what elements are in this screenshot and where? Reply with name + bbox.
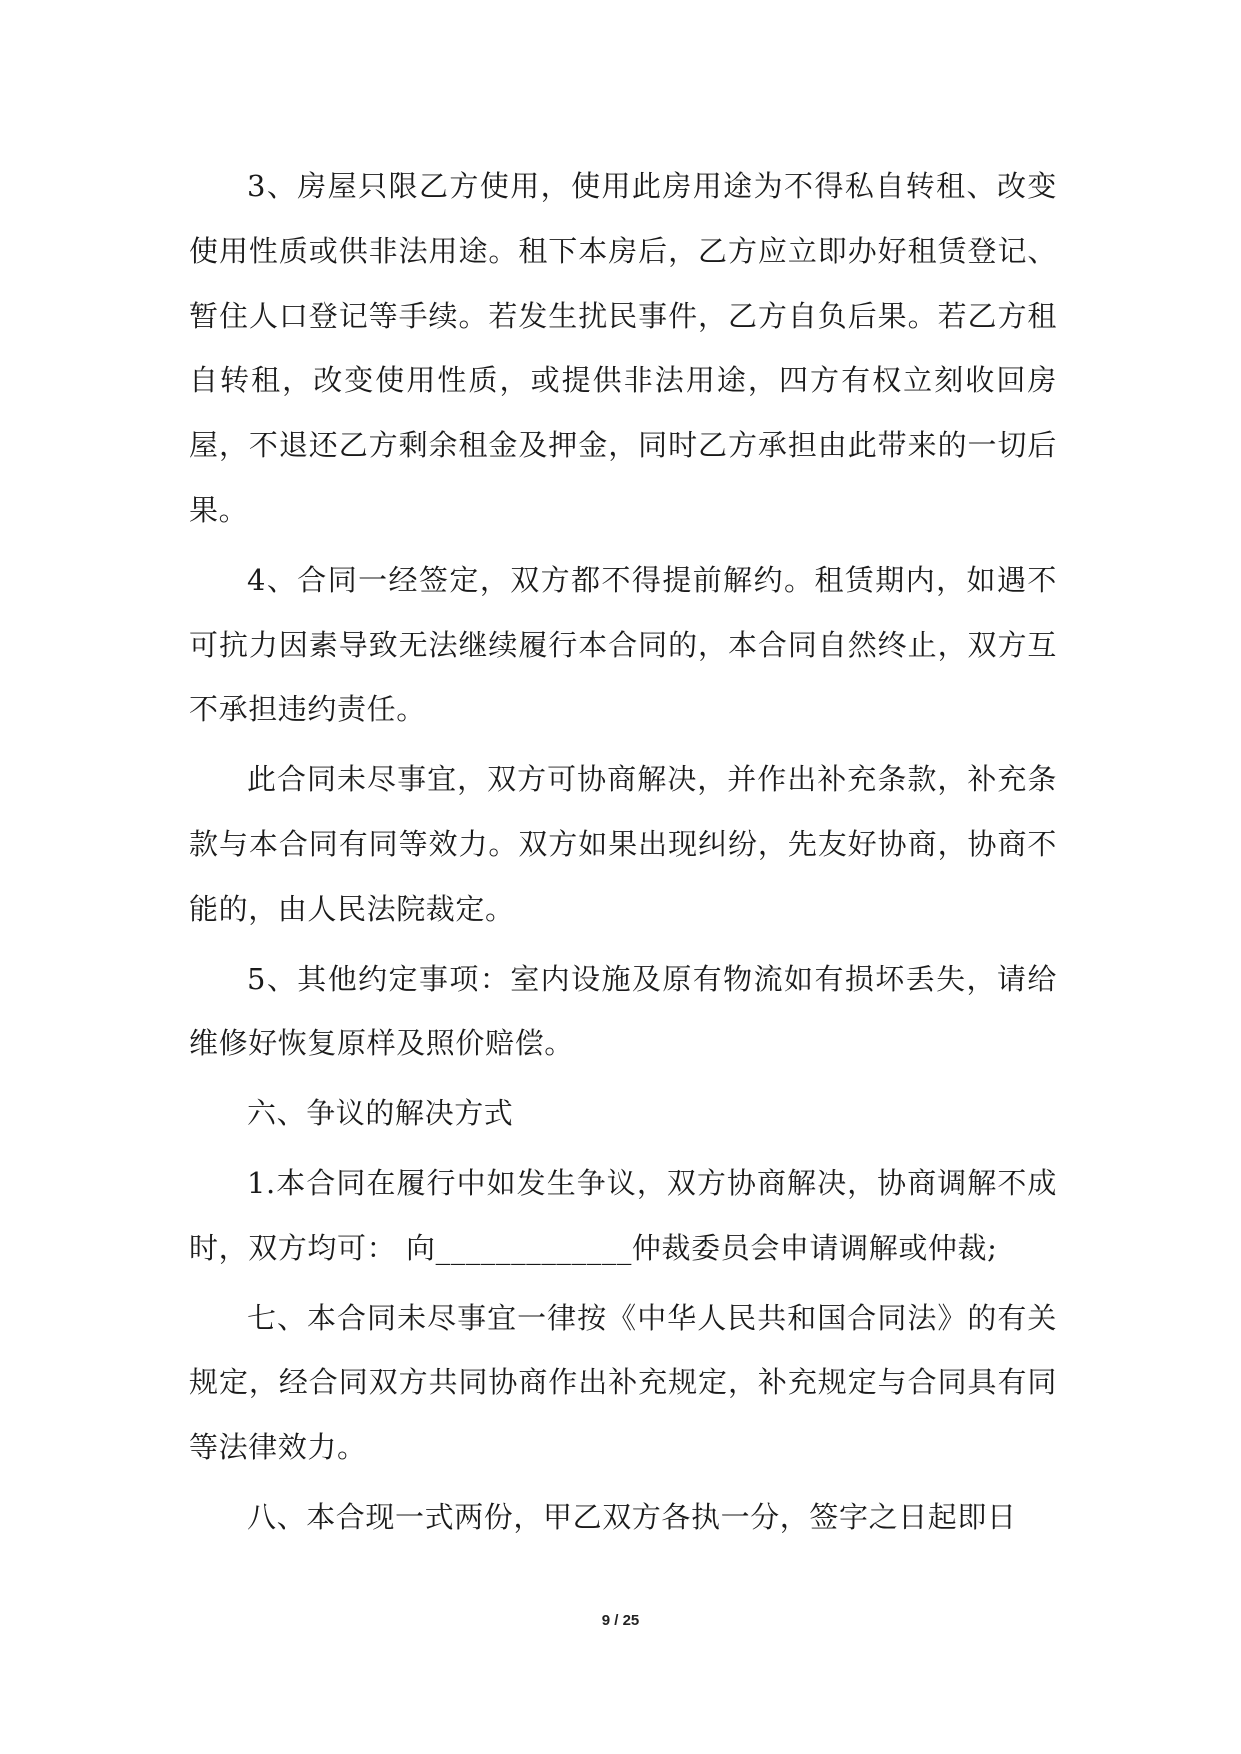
document-body — [189, 154, 1057, 1555]
supplementary-terms-paragraph: 此合同未尽事宜，双方可协商解决，并作出补充条款，补充条款与本合同有同等效力。双方如果出现纠纷，先友好协商，协商不能的，由人民法院裁定。 — [189, 762, 1057, 926]
section-8-paragraph: 八、本合现一式两份，甲乙双方各执一分，签字之日起即日 — [247, 1499, 1017, 1534]
dispute-resolution-paragraph: 1.本合同在履行中如发生争议，双方协商解决，协商调解不成时，双方均可： 向_____________仲裁委员会申请调解或仲裁; — [189, 1165, 1057, 1265]
section-6-heading: 六、争议的解决方式 — [247, 1096, 514, 1131]
clause-5-paragraph: 5、其他约定事项：室内设施及原有物流如有损坏丢失，请给维修好恢复原样及照价赔偿。 — [189, 961, 1057, 1061]
clause-4-paragraph: 4、合同一经签定，双方都不得提前解约。租赁期内，如遇不可抗力因素导致无法继续履行本合同的，本合同自然终止，双方互不承担违约责任。 — [189, 562, 1057, 727]
clause-3-paragraph: 3、房屋只限乙方使用，使用此房用途为不得私自转租、改变使用性质或供非法用途。租下本房后，乙方应立即办好租赁登记、暂住人口登记等手续。若发生扰民事件，乙方自负后果。若乙方租自转租，改变使用性质，或提供非法用途，四方有权立刻收回房屋，不退还乙方剩余租金及押金，同时乙方承担由此带来的一切后果。 — [189, 169, 1057, 527]
section-7-paragraph: 七、本合同未尽事宜一律按《中华人民共和国合同法》的有关规定，经合同双方共同协商作出补充规定，补充规定与合同具有同等法律效力。 — [189, 1300, 1057, 1465]
page-number: 9 / 25 — [601, 1612, 640, 1629]
